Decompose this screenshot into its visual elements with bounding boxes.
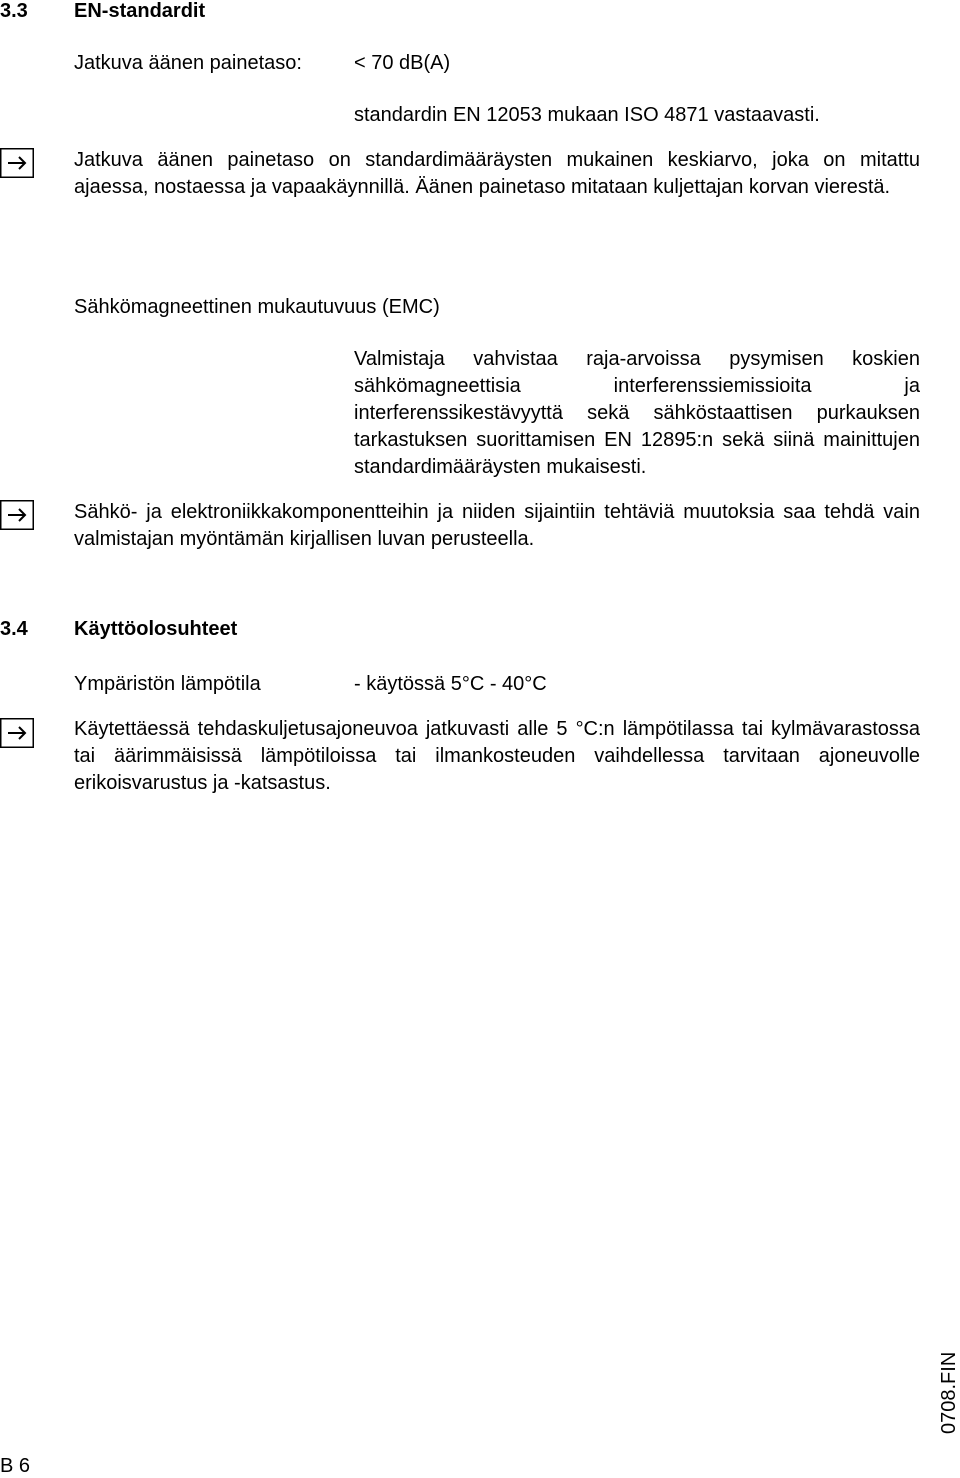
- section-title-operating-conditions: Käyttöolosuhteet: [74, 618, 238, 640]
- noise-level-label: Jatkuva äänen painetaso:: [74, 52, 302, 74]
- noise-level-value: < 70 dB(A): [354, 52, 451, 74]
- arrow-right-icon: [0, 500, 34, 530]
- arrow-right-icon: [0, 148, 34, 178]
- ambient-temperature-value: - käytössä 5°C - 40°C: [354, 673, 547, 695]
- note-cold-operation: Käytettäessä tehdaskuljetusajoneuvoa jatkuvasti alle 5 °C:n lämpötilassa tai kylmävarastossa tai äärimmäisissä lämpötiloissa tai ilmankosteuden vaihdellessa tarvitaan ajoneuvolle erikoisvarustus ja -katsastus.: [74, 718, 920, 794]
- document-code: 0708.FIN: [938, 1351, 960, 1434]
- section-title-en-standards: EN-standardit: [74, 0, 206, 22]
- note-emc-modifications: Sähkö- ja elektroniikkakomponentteihin ja niiden sijaintiin tehtäviä muutoksia saa tehdä vain valmistajan myöntämän kirjallisen luvan perusteella.: [74, 501, 920, 550]
- section-number-3-3: 3.3: [0, 0, 28, 22]
- emc-description: Valmistaja vahvistaa raja-arvoissa pysymisen koskien sähkömagneettisia interferenssiemissioita ja interferenssikestävyyttä sekä sähköstaattisen purkauksen tarkastuksen suorittamisen EN 12895:n sekä siinä mainittujen standardimääräysten mukaisesti.: [354, 348, 920, 478]
- emc-title: Sähkömagneettinen mukautuvuus (EMC): [74, 296, 440, 318]
- arrow-right-icon: [0, 718, 34, 748]
- page-number: B 6: [0, 1455, 31, 1477]
- noise-standard-text: standardin EN 12053 mukaan ISO 4871 vastaavasti.: [354, 104, 820, 126]
- note-noise-measurement: Jatkuva äänen painetaso on standardimääräysten mukainen keskiarvo, joka on mitattu ajaessa, nostaessa ja vapaakäynnillä. Äänen painetaso mitataan kuljettajan korvan vierestä.: [74, 149, 920, 198]
- section-number-3-4: 3.4: [0, 618, 28, 640]
- ambient-temperature-label: Ympäristön lämpötila: [74, 673, 261, 695]
